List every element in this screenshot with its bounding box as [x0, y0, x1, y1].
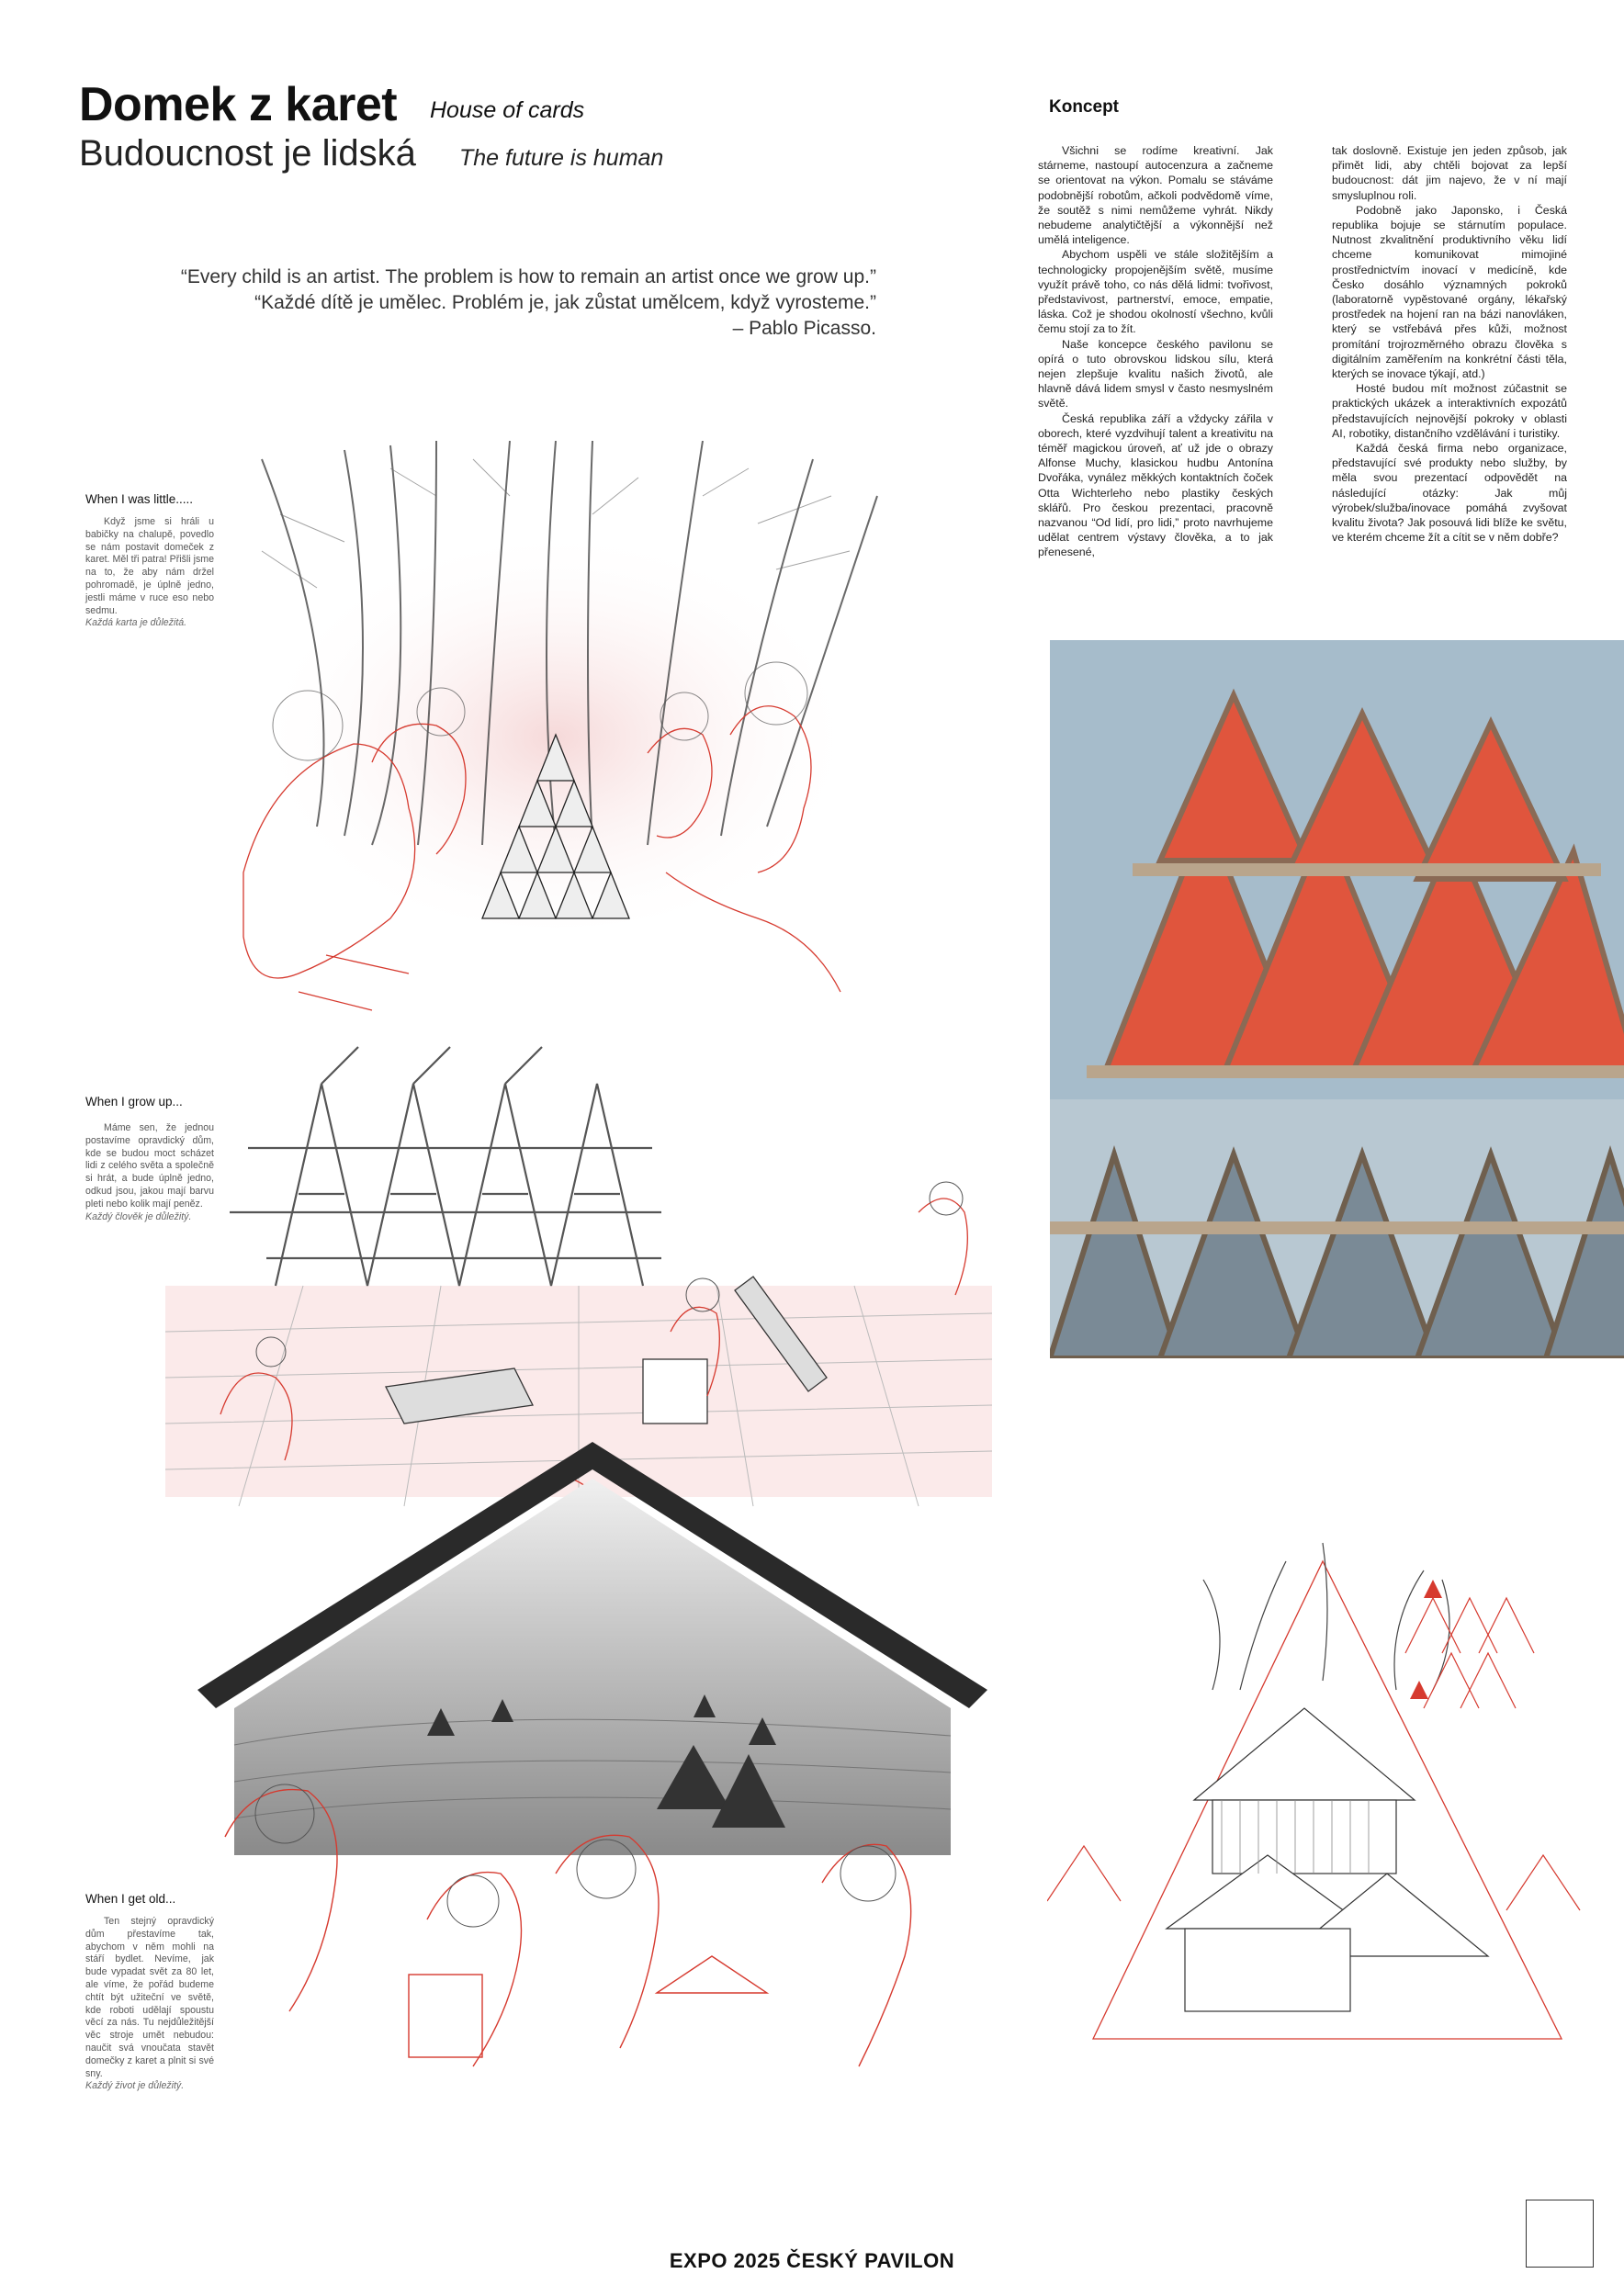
koncept-paragraph: Naše koncepce českého pavilonu se opírá o tuto obrovskou lidskou sílu, která nejen zlepšuje kvalitu našich životů, ale hlavně dává lidem smysl v často nesmyslném světě. [1038, 337, 1273, 411]
page-subtitle-english: The future is human [459, 145, 664, 171]
stage-text-old [85, 1916, 214, 2093]
drawing-house-triangle [1047, 1525, 1617, 2076]
stage-tagline: Každá karta je důležitá. [85, 617, 187, 629]
stage-body: Máme sen, že jednou postavíme opravdický dům, kde se budou moct scházet lidi z celého světa a společně si hrát, a bude úplně jedno, odkud jsou, jakou mají barvu pleti nebo kolik mají peněz. [85, 1122, 214, 1210]
corner-box [1526, 2200, 1594, 2268]
drawing-family-house-frame [197, 1442, 987, 2085]
koncept-paragraph: Všichni se rodíme kreativní. Jak stárneme, nastoupí autocenzura a začneme se orientovat na výkon. Pomalu se stáváme podobnější robotům, ačkoli podvědomě víme, že soutěž s nimi nemůžeme vyhrát. Nikdy nebudeme analytičtější a výkonnější než umělá inteligence. [1038, 144, 1273, 247]
quote-author: – Pablo Picasso. [732, 318, 876, 339]
footer-title: EXPO 2025 ČESKÝ PAVILON [669, 2249, 955, 2272]
stage-heading-little: When I was little..... [85, 492, 194, 506]
stage-body: Ten stejný opravdický dům přestavíme tak, abychom v něm mohli na stáří bydlet. Nevíme, jak bude vypadat svět za 80 let, ale víme, že pořád budeme chtít být užiteční ve světě, kde roboti udělají spoustu věcí za nás. Tu nejdůležitější věc stroje umět nebudou: naučit svá vnoučata stavět domečky z karet a plnit si své sny. [85, 1916, 214, 2079]
stage-body: Když jsme si hráli u babičky na chalupě, povedlo se nám postavit domeček z karet. Měl tři patra! Přišli jsme na to, že aby nám držel pohromadě, je úplně jedno, jestli máme v ruce eso nebo sedmu. [85, 516, 214, 616]
koncept-paragraph: Každá česká firma nebo organizace, představující své produkty nebo služby, by měla svou prezentací odpovědět na následující otázky: Jak můj výrobek/služba/inovace pomáhá zvyšovat kvalitu života? Jak posouvá lidi blíže ke světu, ve kterém chceme žít a cítit se v něm dobře? [1332, 442, 1567, 545]
pavilion-photo [1050, 640, 1624, 1358]
quote-line-czech: “Každé dítě je umělec. Problém je, jak zůstat umělcem, když vyrosteme.” [254, 292, 876, 313]
page-subtitle: Budoucnost je lidská [79, 133, 416, 174]
pavilion-photo-render [1050, 640, 1624, 1358]
stage-tagline: Každý člověk je důležitý. [85, 1210, 192, 1222]
stage-heading-grow: When I grow up... [85, 1095, 183, 1109]
drawing-children-card-house [207, 441, 886, 1029]
page-title-english: House of cards [430, 97, 585, 123]
quote-line-english: “Every child is an artist. The problem is how to remain an artist once we grow up.” [180, 266, 876, 287]
koncept-paragraph: Abychom uspěli ve stále složitějším a technologicky propojenějším světě, musíme využít právě toho, co nás dělá lidmi: tvořivost, představivost, partnerství, emoce, empatie, láska. Což je shodou okolností všechno, kvůli čemu stojí za to žít. [1038, 248, 1273, 336]
stage-heading-old: When I get old... [85, 1892, 176, 1906]
stage-text-little [85, 516, 214, 630]
koncept-paragraph: Podobně jako Japonsko, i Česká republika bojuje se stárnutím populace. Nutnost zkvalitnění produktivního věku lidí chceme komunikovat mimojiné prostřednictvím inovací v medicíně, kde Česko dosáhlo významných pokroků (laboratorně vypěstované orgány, lékařský prostředek na hojení ran na bázi nanovláken, který se vstřebává přes kůži, možnost promítání trojrozměrného obrazu člověka s digitálním zaměřením na konkrétní části těla, kterých se inovace týkají, atd.) [1332, 203, 1567, 381]
page-title: Domek z karet [79, 78, 398, 131]
koncept-paragraph: Česká republika září a vždycky zářila v oborech, které vyzdvihují talent a kreativitu na téměř magickou úroveň, ať už jde o obrazy Alfonse Muchy, klasickou hudbu Antonína Dvořáka, vynález měkkých kontaktních čoček Otta Wichterleho nebo plastiky českých sklářů. Pro českou prezentaci, pracovně nazvanou “Od lidí, pro lidi,” proto navrhujeme udělat centrem výstavy člověka, a to jak přenesené, [1038, 411, 1273, 559]
koncept-paragraph: tak doslovně. Existuje jen jeden způsob, jak přimět lidi, aby chtěli bojovat za lepší budoucnost: dát jim najevo, že v ní mají smysluplnou roli. [1332, 144, 1567, 202]
koncept-column-2 [1332, 143, 1567, 545]
stage-tagline: Každý život je důležitý. [85, 2080, 185, 2092]
koncept-heading: Koncept [1049, 97, 1119, 117]
koncept-column-1 [1038, 143, 1273, 560]
koncept-paragraph: Hosté budou mít možnost zúčastnit se praktických ukázek a interaktivních expozátů představujících nejnovější pokroky v oblasti AI, robotiky, distančního vzdělávání i turistiky. [1332, 382, 1567, 440]
picasso-quote [156, 264, 876, 342]
